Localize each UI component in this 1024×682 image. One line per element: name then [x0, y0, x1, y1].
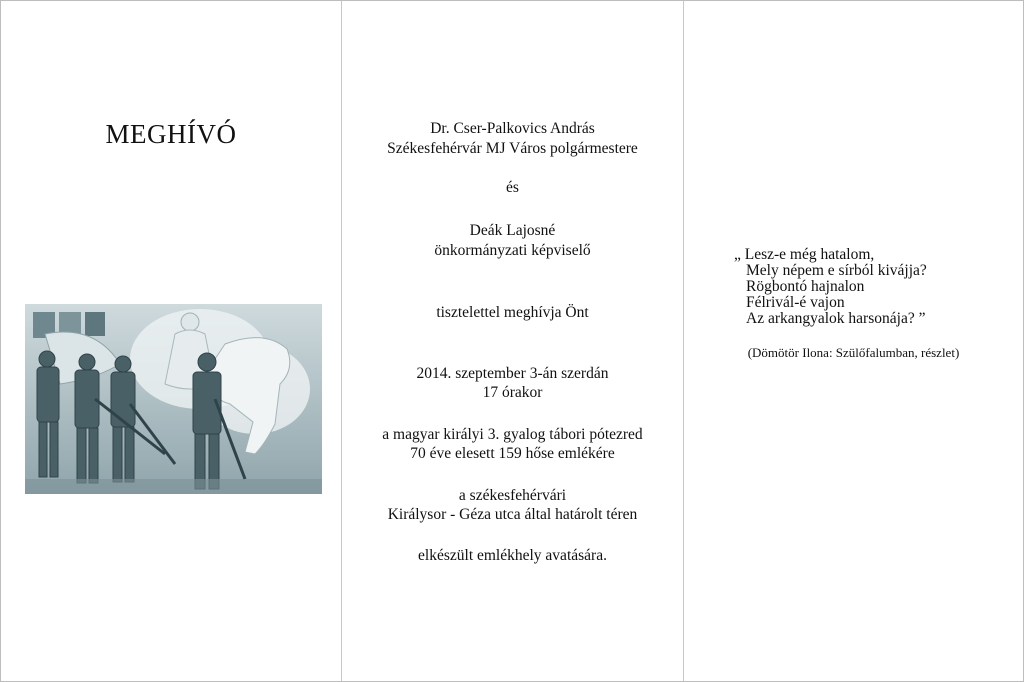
left-panel — [1, 1, 341, 681]
poem-line: „ Lesz-e még hatalom, — [734, 246, 875, 263]
event-date: 2014. szeptember 3-án szerdán — [416, 365, 609, 382]
soldiers-illustration-drawing — [25, 304, 322, 494]
invitation-title: MEGHÍVÓ — [105, 119, 237, 149]
poem-line: Mely népem e sírból kivájja? — [746, 262, 927, 279]
event-time: 17 órakor — [482, 384, 543, 401]
place-line-1: a székesfehérvári — [458, 487, 567, 504]
cohost-name: Deák Lajosné — [469, 222, 556, 239]
soldiers-illustration — [25, 304, 322, 494]
conjunction: és — [506, 179, 519, 196]
middle-panel — [342, 1, 683, 681]
poem-credit: (Dömötör Ilona: Szülőfalumban, részlet) — [747, 345, 960, 360]
invitation-line: tisztelettel meghívja Önt — [436, 304, 589, 321]
occasion-line-2: 70 éve elesett 159 hőse emlékére — [410, 445, 615, 462]
right-panel — [684, 1, 1023, 681]
cohost-title: önkormányzati képviselő — [434, 242, 591, 259]
place-line-2: Királysor - Géza utca által határolt téren — [387, 506, 638, 523]
host-name: Dr. Cser-Palkovics András — [430, 120, 595, 137]
host-title: Székesfehérvár MJ Város polgármestere — [387, 140, 638, 157]
occasion-line-1: a magyar királyi 3. gyalog tábori pótezred — [382, 426, 643, 443]
poem-line: Rögbontó hajnalon — [746, 278, 865, 295]
poem-line: Félrivál-é vajon — [746, 294, 845, 311]
closing-line: elkészült emlékhely avatására. — [418, 547, 607, 564]
poem-line: Az arkangyalok harsonája? ” — [746, 310, 926, 327]
